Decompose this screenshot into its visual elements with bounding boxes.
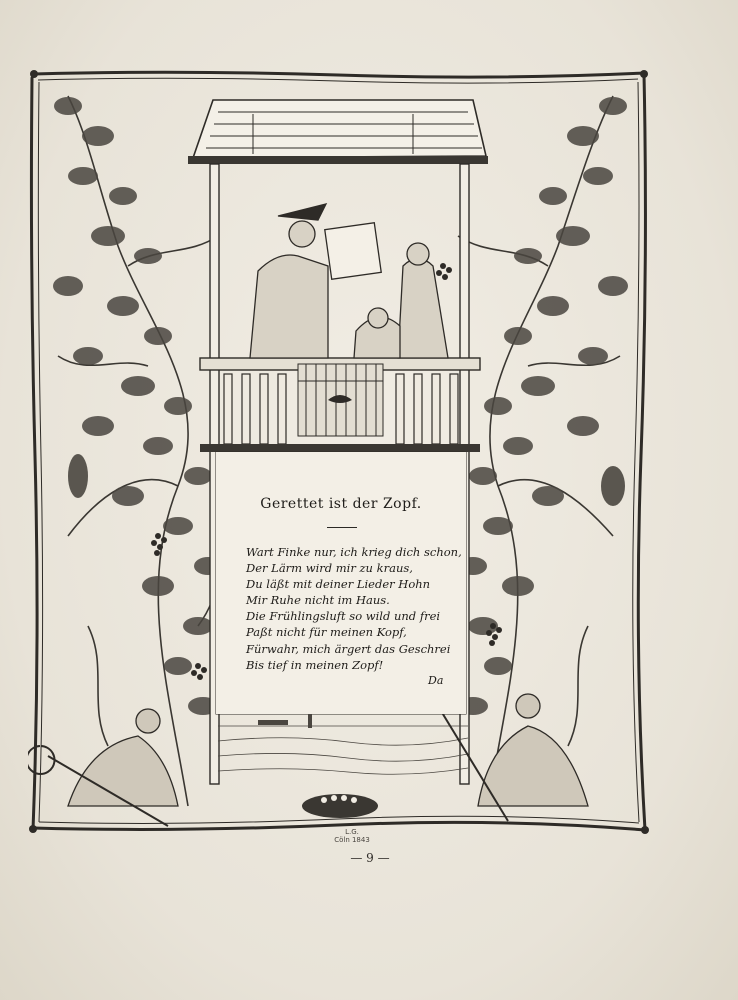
poem-line: Paßt nicht für meinen Kopf,: [246, 625, 407, 640]
catchword: Da: [428, 674, 444, 687]
title-divider: [327, 527, 357, 528]
poem-panel: [216, 452, 466, 714]
poem-title: Gerettet ist der Zopf.: [260, 496, 422, 512]
poem-line: Du läßt mit deiner Lieder Hohn: [246, 577, 431, 592]
poem-line: Der Lärm wird mir zu kraus,: [246, 561, 413, 576]
poem-line: Fürwahr, mich ärgert das Geschrei: [246, 641, 451, 656]
page-number: — 9 —: [350, 851, 390, 865]
signature-place-date: Cöln 1843: [334, 836, 370, 844]
poem-stanza: [246, 544, 462, 673]
poem-line: Wart Finke nur, ich krieg dich schon,: [246, 545, 462, 559]
signature-initials: L.G.: [345, 828, 359, 836]
engraver-signature: [332, 828, 372, 844]
poem-line: Die Frühlingsluft so wild und frei: [246, 609, 441, 624]
poem-line: Bis tief in meinen Zopf!: [246, 657, 384, 672]
engraved-plate: [28, 66, 650, 838]
poem-line: Mir Ruhe nicht im Haus.: [246, 593, 390, 608]
